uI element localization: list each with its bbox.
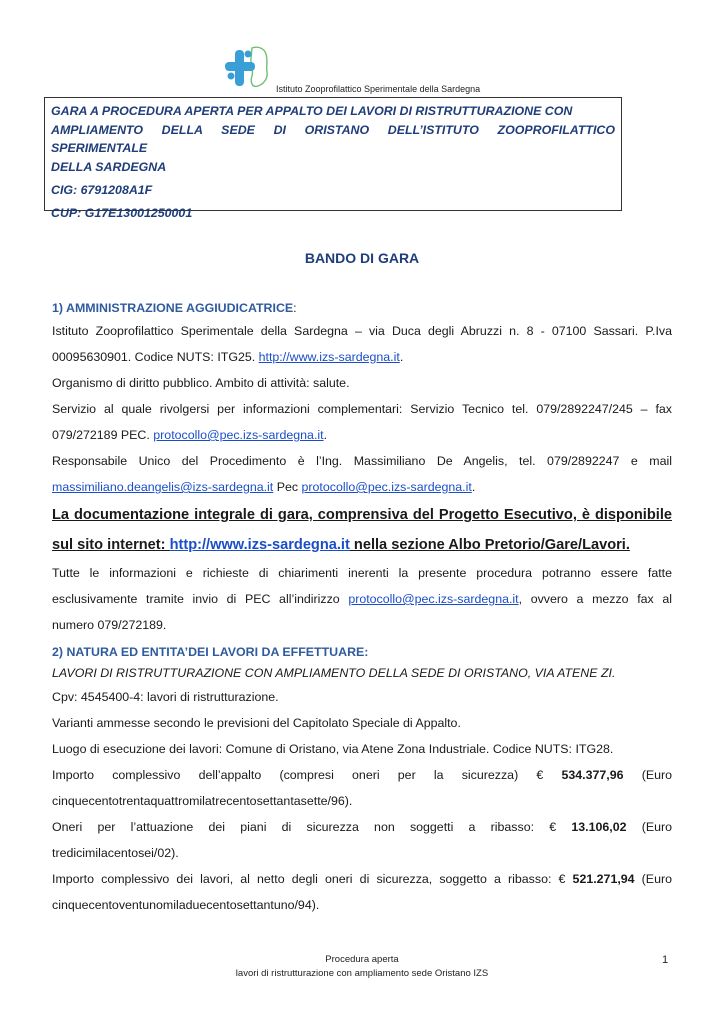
section-1-heading: [52, 298, 672, 318]
tender-title-line: GARA A PROCEDURA APERTA PER APPALTO DEI LAVORI DI RISTRUTTURAZIONE CON: [51, 104, 573, 118]
paragraph-line: numero 079/272189.: [52, 618, 167, 632]
safety-costs-value: 13.106,02: [571, 820, 627, 834]
institute-name: Istituto Zooprofilattico Sperimentale della Sardegna: [276, 84, 481, 94]
documentation-notice: La documentazione integrale di gara, comprensiva del Progetto Esecutivo, è disponibile: [52, 507, 672, 523]
paragraph-line: Organismo di diritto pubblico. Ambito di attività: salute.: [52, 376, 350, 390]
pec-link[interactable]: protocollo@pec.izs-sardegna.it: [153, 428, 324, 442]
paragraph-line: Responsabile Unico del Procedimento è l’Ing. Massimiliano De Angelis, tel. 079/2892247 e mail: [52, 454, 672, 468]
text-span: , ovvero a mezzo fax al: [518, 592, 673, 606]
text-span: 079/272189 PEC.: [52, 428, 154, 442]
text-span: 00095630901. Codice NUTS: ITG25.: [52, 350, 259, 364]
document-title: BANDO DI GARA: [304, 250, 420, 266]
paragraph-line: Servizio al quale rivolgersi per informazioni complementari: Servizio Tecnico tel. 079/2892247/245 – fax: [52, 402, 672, 416]
pec-link[interactable]: protocollo@pec.izs-sardegna.it: [348, 592, 519, 606]
text-span: Pec: [273, 480, 302, 494]
location-line: Luogo di esecuzione dei lavori: Comune di Oristano, via Atene Zona Industriale. Codice NUTS: ITG28.: [52, 742, 614, 756]
tender-title-line: AMPLIAMENTO DELLA SEDE DI ORISTANO DELL’ISTITUTO ZOOPROFILATTICO SPERIMENTALE: [51, 122, 615, 155]
total-amount-words: cinquecentotrentaquattromilatrecentosettantasette/96).: [52, 794, 353, 808]
cpv-line: Cpv: 4545400-4: lavori di ristrutturazione.: [52, 690, 279, 704]
institute-logo: [222, 42, 276, 92]
works-subtitle: LAVORI DI RISTRUTTURAZIONE CON AMPLIAMENTO DELLA SEDE DI ORISTANO, VIA ATENE ZI.: [52, 666, 616, 680]
paragraph-line: [52, 344, 672, 370]
works-amount-line: [52, 866, 672, 892]
safety-costs-line: [52, 814, 672, 840]
text-span: (Euro: [634, 872, 672, 886]
documentation-notice: [52, 530, 672, 560]
page-footer: [0, 953, 724, 981]
pec-link[interactable]: protocollo@pec.izs-sardegna.it: [301, 480, 472, 494]
text-span: nella sezione Albo Pretorio/Gare/Lavori.: [349, 537, 630, 553]
text-span: (Euro: [623, 768, 672, 782]
safety-costs-words: tredicimilacentosei/02).: [52, 846, 179, 860]
sardinia-logo-icon: [222, 42, 276, 92]
paragraph-line: [52, 586, 672, 612]
document-body: [52, 298, 672, 918]
section-1-heading-colon: :: [293, 301, 297, 315]
cup-code: CUP: G17E13001250001: [51, 206, 193, 220]
page-number: 1: [662, 954, 669, 966]
text-span: .: [323, 428, 328, 442]
text-span: Importo complessivo dei lavori, al netto degli oneri di sicurezza, soggetto a ribasso: €: [52, 872, 573, 886]
email-link[interactable]: massimiliano.deangelis@izs-sardegna.it: [52, 480, 274, 494]
cig-code: CIG: 6791208A1F: [51, 183, 153, 197]
footer-line: lavori di ristrutturazione con ampliamento sede Oristano IZS: [235, 968, 489, 979]
tender-title-line: DELLA SARDEGNA: [51, 159, 167, 174]
text-span: .: [399, 350, 404, 364]
paragraph-line: [52, 422, 672, 448]
total-amount-value: 534.377,96: [561, 768, 624, 782]
works-amount-value: 521.271,94: [572, 872, 635, 886]
paragraph-line: [52, 474, 672, 500]
section-2-heading: 2) NATURA ED ENTITA’DEI LAVORI DA EFFETTUARE:: [52, 645, 369, 659]
text-span: .: [471, 480, 476, 494]
works-amount-words: cinquecentoventunomiladuecentosettantuno/94).: [52, 898, 320, 912]
text-span: esclusivamente tramite invio di PEC all’indirizzo: [52, 592, 349, 606]
text-span: (Euro: [626, 820, 672, 834]
text-span: sul sito internet:: [52, 537, 170, 553]
variants-line: Varianti ammesse secondo le previsioni del Capitolato Speciale di Appalto.: [52, 716, 461, 730]
paragraph-line: Istituto Zooprofilattico Sperimentale della Sardegna – via Duca degli Abruzzi n. 8 - 07100 Sassari. P.Iva: [52, 324, 672, 338]
total-amount-line: [52, 762, 672, 788]
website-link[interactable]: http://www.izs-sardegna.it: [169, 537, 350, 553]
section-1-heading-text: 1) AMMINISTRAZIONE AGGIUDICATRICE: [52, 301, 294, 315]
footer-line: Procedura aperta: [325, 954, 399, 965]
text-span: Oneri per l’attuazione dei piani di sicurezza non soggetti a ribasso: €: [52, 820, 572, 834]
website-link[interactable]: http://www.izs-sardegna.it: [258, 350, 400, 364]
text-span: Importo complessivo dell’appalto (compresi oneri per la sicurezza) €: [52, 768, 562, 782]
tender-header-box: [44, 97, 622, 220]
paragraph-line: Tutte le informazioni e richieste di chiarimenti inerenti la presente procedura potranno essere fatte: [52, 566, 672, 580]
